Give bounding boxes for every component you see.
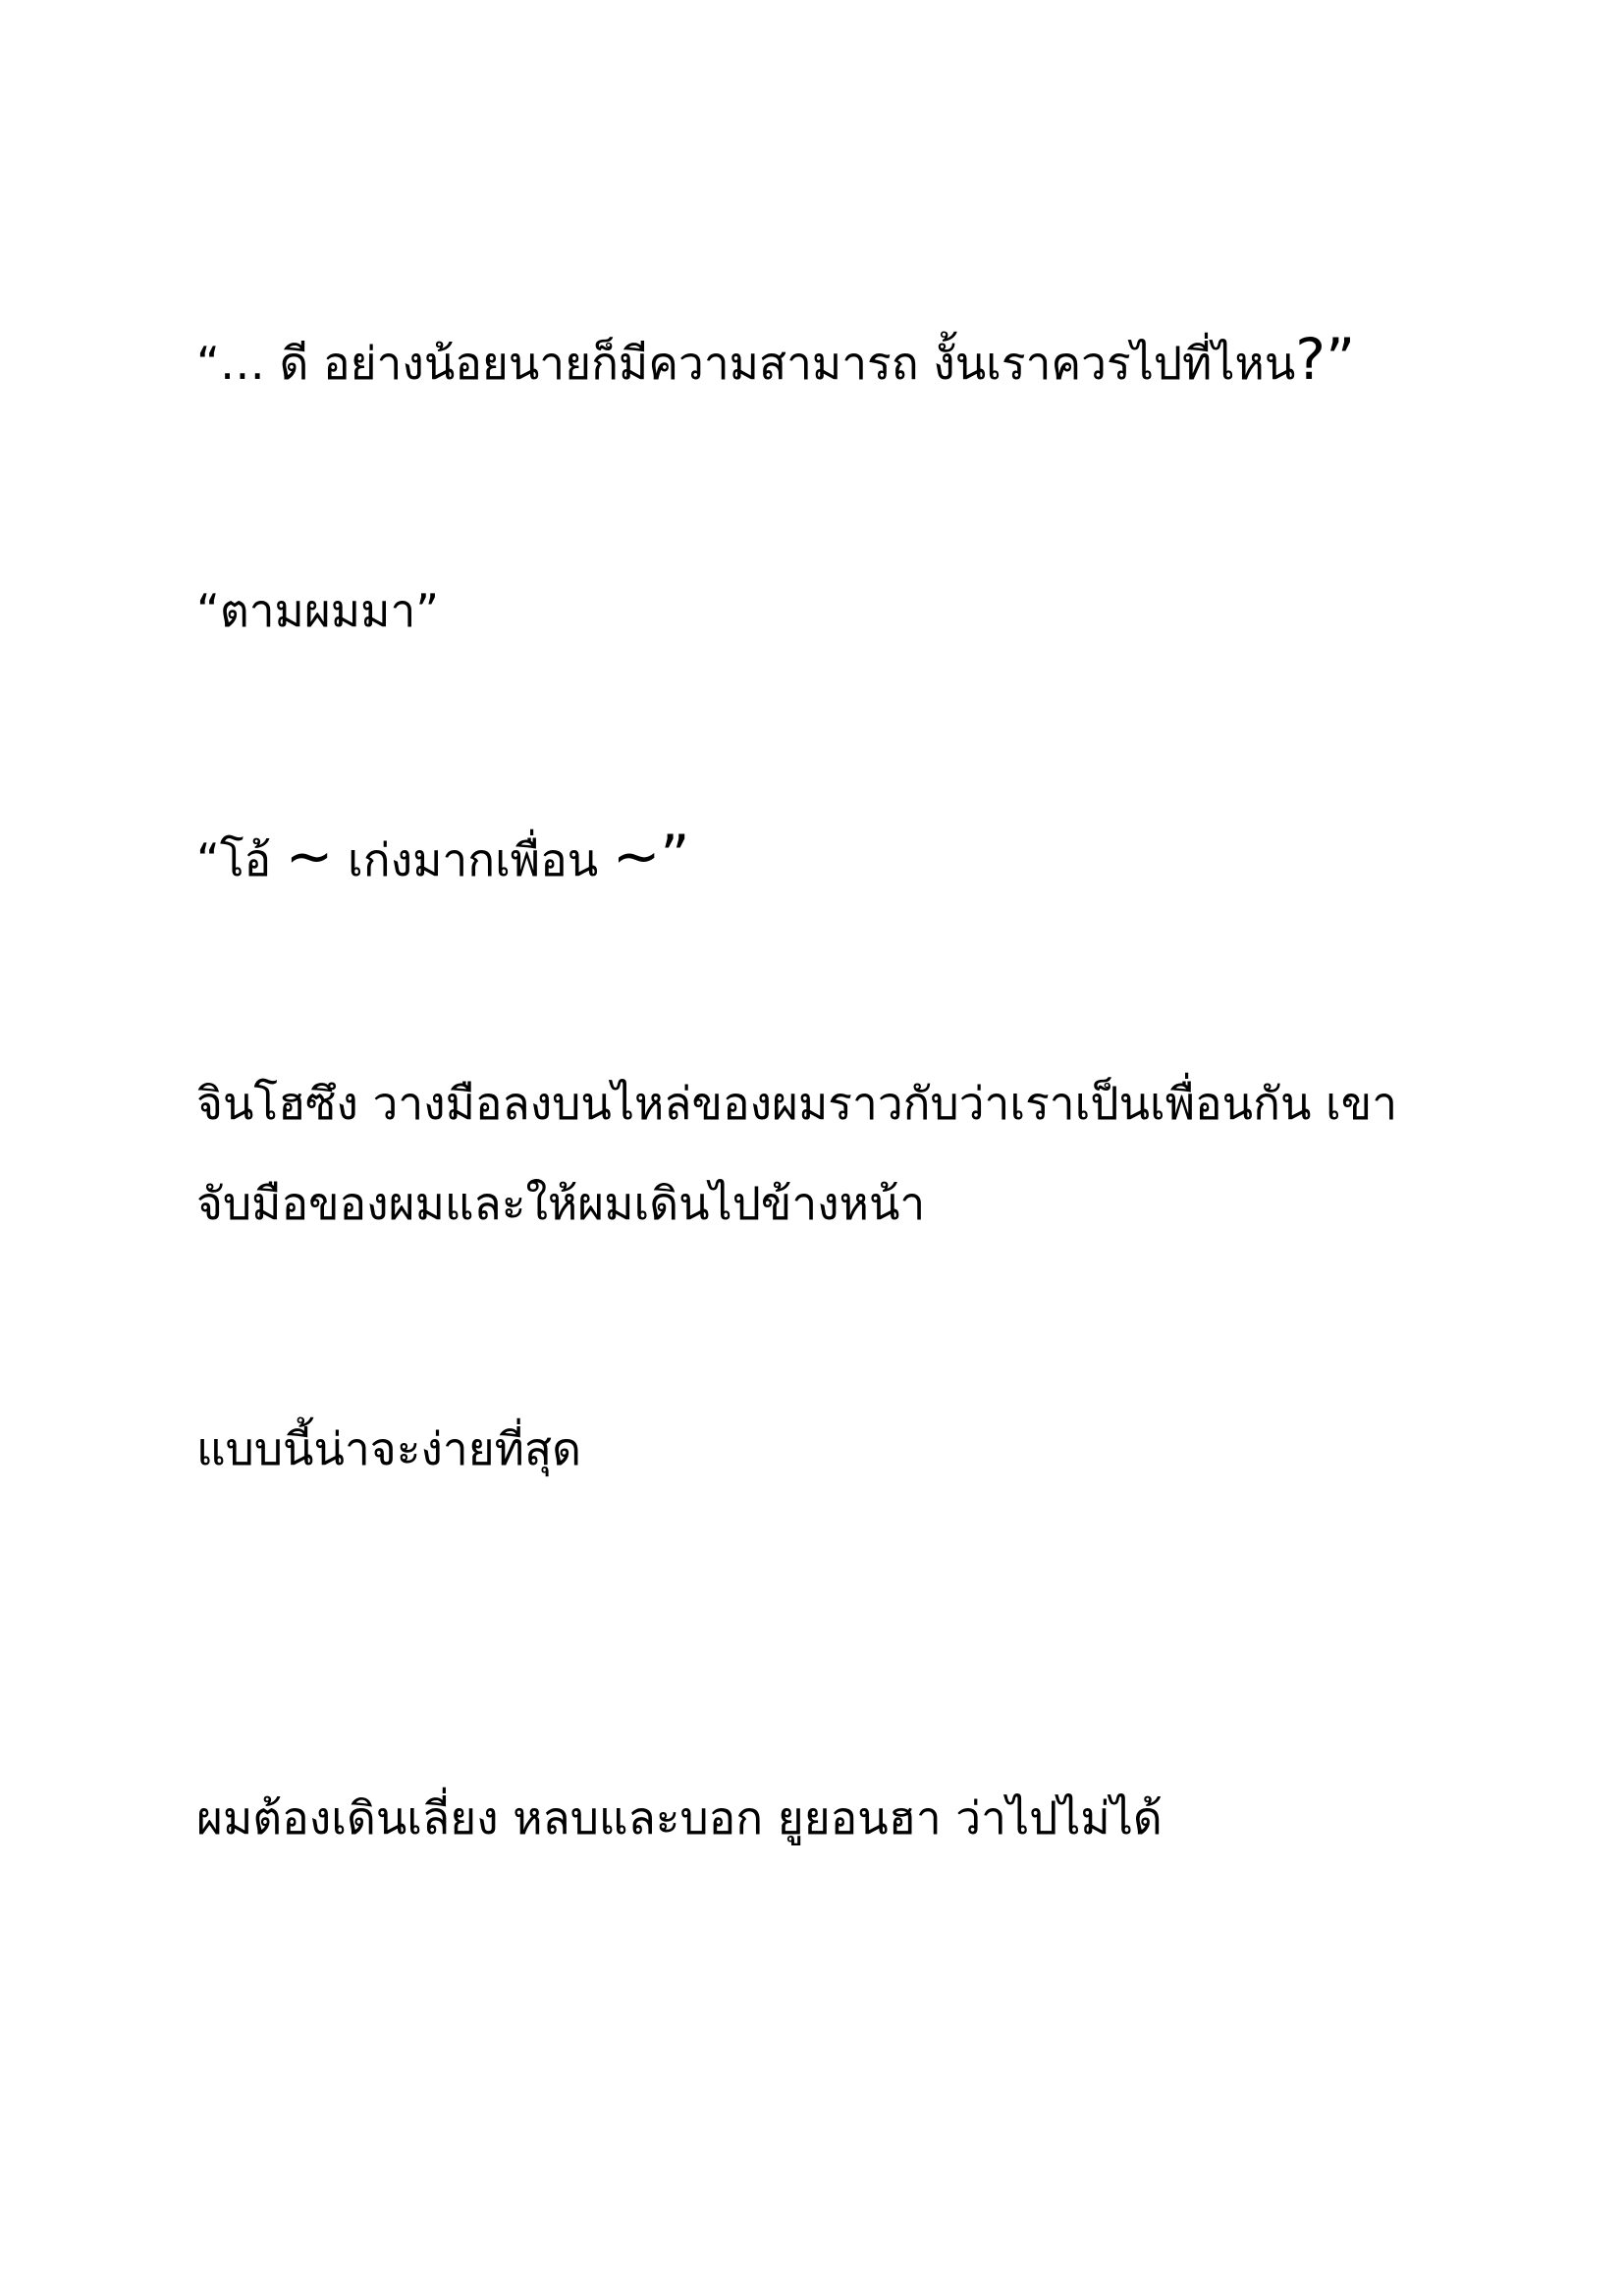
narration-paragraph-6: [196, 1789, 1163, 1847]
dialogue-paragraph-2: [196, 581, 439, 640]
dialogue-middle: เก่งมากเพื่อน: [333, 833, 613, 886]
dialogue-paragraph-3: [196, 823, 690, 889]
dialogue-text: “… ดี อย่างน้อยนายก็มีความสามารถ งั้นเราควรไปที่ไหน: [196, 337, 1296, 390]
narration-paragraph-line-1: [196, 1074, 1397, 1133]
dialogue-paragraph-1: [196, 326, 1356, 393]
dialogue-text: “ตามผมมา”: [196, 584, 440, 637]
narration-paragraph-line-2: [196, 1174, 925, 1233]
narration-text: ผมต้องเดินเลี่ยง หลบและบอก ยูยอนฮา ว่าไปไม่ได้: [196, 1791, 1163, 1844]
narration-text: จับมือของผมและให้ผมเดินไปข้างหน้า: [196, 1177, 926, 1230]
closing-tilde-quote: ~”: [612, 823, 690, 889]
narration-text: แบบนี้น่าจะง่ายที่สุด: [196, 1422, 581, 1475]
closing-question-mark: ?”: [1295, 326, 1356, 393]
narration-text: จินโฮซึง วางมือลงบนไหล่ของผมราวกับว่าเราเป็นเพื่อนกัน เขา: [196, 1077, 1398, 1130]
narration-paragraph-5: [196, 1419, 581, 1478]
tilde-mark: ~: [285, 823, 334, 889]
dialogue-open: “โอ้: [196, 833, 286, 886]
